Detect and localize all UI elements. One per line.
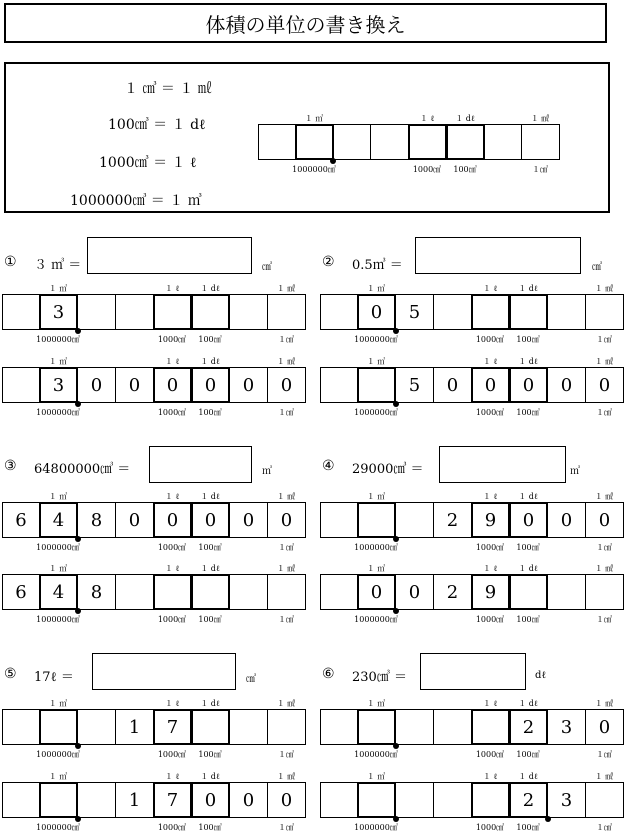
digit-cell[interactable]: [115, 294, 154, 330]
digit-cell[interactable]: [153, 574, 192, 610]
decimal-dot: [75, 816, 81, 822]
digit-cell[interactable]: [191, 574, 230, 610]
ref-cell: [370, 124, 409, 160]
answer-box[interactable]: [420, 653, 526, 690]
digit-cell[interactable]: [191, 709, 230, 745]
reference-box: [4, 62, 610, 213]
answer-box[interactable]: [92, 653, 236, 690]
unit-label: １ ㎥: [366, 492, 386, 501]
digit-cell[interactable]: [509, 574, 548, 610]
unit-label: １ dℓ: [200, 772, 220, 781]
digit-cell[interactable]: 0: [267, 367, 306, 403]
unit-label: 1000000㎤: [354, 750, 398, 759]
unit-label: １ ℓ: [164, 284, 180, 293]
ref-label: １ ℓ: [419, 114, 435, 123]
ref-equation: １ ㎤ ＝ １ ㎖: [124, 81, 212, 97]
digit-cell[interactable]: [547, 574, 586, 610]
question-expression: 230㎤ ＝: [352, 670, 407, 685]
unit-label: １ ㎖: [276, 699, 296, 708]
ref-cell: [258, 124, 296, 160]
unit-label: 1000000㎤: [36, 543, 80, 552]
digit-cell[interactable]: 0: [229, 782, 268, 818]
digit-cell[interactable]: 2: [509, 782, 548, 818]
unit-label: １ ㎥: [366, 772, 386, 781]
digit-cell[interactable]: [395, 709, 434, 745]
digit-cell[interactable]: 0: [229, 367, 268, 403]
place-value-strip: [320, 492, 624, 552]
digit-cell[interactable]: [357, 782, 396, 818]
digit-cell[interactable]: [191, 294, 230, 330]
place-value-strip: [320, 564, 624, 624]
ref-cell-m3: [295, 124, 334, 160]
unit-label: 100㎤: [516, 335, 540, 344]
ref-label: 100㎤: [453, 165, 477, 174]
ref-label: １ ㎥: [304, 114, 324, 123]
unit-label: １㎤: [596, 750, 612, 759]
digit-cell[interactable]: 0: [433, 367, 472, 403]
unit-label: 1000㎤: [475, 615, 505, 624]
ref-label: １㎤: [532, 165, 548, 174]
ref-cell-dl: [446, 124, 485, 160]
unit-label: 1000000㎤: [36, 408, 80, 417]
unit-label: １ ㎖: [594, 699, 614, 708]
unit-label: 1000㎤: [475, 543, 505, 552]
unit-label: 1000㎤: [157, 335, 187, 344]
place-value-strip: [320, 699, 624, 759]
place-value-strip: [2, 284, 306, 344]
unit-label: 1000㎤: [157, 615, 187, 624]
digit-cell[interactable]: 0: [191, 367, 230, 403]
digit-cell[interactable]: 3: [39, 367, 78, 403]
unit-label: １ ㎖: [276, 564, 296, 573]
digit-cell[interactable]: [2, 294, 40, 330]
digit-cell[interactable]: 7: [153, 782, 192, 818]
unit-label: １㎤: [596, 615, 612, 624]
unit-label: １㎤: [278, 750, 294, 759]
place-value-strip: [2, 357, 306, 417]
digit-cell[interactable]: 0: [585, 502, 624, 538]
answer-box[interactable]: [87, 237, 252, 274]
unit-label: １ ℓ: [482, 492, 498, 501]
question-expression: 64800000㎤ ＝: [34, 462, 131, 477]
digit-cell[interactable]: 6: [2, 502, 40, 538]
unit-label: １ ℓ: [482, 772, 498, 781]
unit-label: １ dℓ: [518, 492, 538, 501]
ref-strip: [258, 114, 560, 174]
digit-cell[interactable]: 0: [395, 574, 434, 610]
unit-label: １㎤: [278, 823, 294, 832]
unit-label: 100㎤: [516, 408, 540, 417]
unit-label: 1000000㎤: [354, 823, 398, 832]
digit-cell[interactable]: 2: [433, 574, 472, 610]
unit-label: １ ℓ: [164, 564, 180, 573]
unit-label: １ ㎖: [594, 772, 614, 781]
unit-label: 100㎤: [516, 615, 540, 624]
unit-label: １㎤: [596, 543, 612, 552]
decimal-dot: [393, 328, 399, 334]
place-value-strip: [2, 564, 306, 624]
digit-cell[interactable]: 0: [509, 502, 548, 538]
place-value-strip: [2, 699, 306, 759]
unit-label: １ dℓ: [518, 772, 538, 781]
ref-label: 1000000㎤: [292, 165, 336, 174]
ref-cell: [333, 124, 371, 160]
answer-box[interactable]: [149, 446, 252, 483]
digit-cell[interactable]: [115, 574, 154, 610]
unit-label: １ dℓ: [200, 492, 220, 501]
digit-cell[interactable]: [547, 294, 586, 330]
unit-label: 1000㎤: [475, 823, 505, 832]
unit-label: １ ㎥: [48, 772, 68, 781]
unit-label: １ ㎥: [48, 699, 68, 708]
digit-cell[interactable]: 6: [2, 574, 40, 610]
decimal-dot: [545, 816, 551, 822]
ref-equation: 1000㎤ ＝ １ ℓ: [99, 155, 197, 171]
question-number: ④: [322, 458, 335, 474]
decimal-dot: [393, 401, 399, 407]
digit-cell[interactable]: [320, 502, 358, 538]
unit-label: 1000000㎤: [354, 335, 398, 344]
unit-label: １ ℓ: [164, 699, 180, 708]
unit-label: １ ℓ: [164, 492, 180, 501]
digit-cell[interactable]: [2, 367, 40, 403]
digit-cell[interactable]: 0: [191, 782, 230, 818]
unit-label: １㎤: [278, 543, 294, 552]
digit-cell[interactable]: 0: [509, 367, 548, 403]
unit-label: １㎤: [596, 408, 612, 417]
unit-label: １ dℓ: [518, 357, 538, 366]
digit-cell[interactable]: 0: [267, 782, 306, 818]
unit-label: 1000㎤: [157, 543, 187, 552]
digit-cell[interactable]: [320, 574, 358, 610]
answer-unit: ㎥: [262, 466, 272, 477]
answer-unit: ㎤: [592, 262, 602, 273]
digit-cell[interactable]: [267, 294, 306, 330]
digit-cell[interactable]: [229, 294, 268, 330]
digit-cell[interactable]: [77, 709, 116, 745]
decimal-dot: [75, 401, 81, 407]
decimal-dot: [393, 743, 399, 749]
digit-cell[interactable]: [267, 574, 306, 610]
unit-label: 100㎤: [198, 335, 222, 344]
digit-cell[interactable]: [509, 294, 548, 330]
unit-label: 1000㎤: [157, 408, 187, 417]
digit-cell[interactable]: 0: [547, 367, 586, 403]
unit-label: １ ㎖: [276, 772, 296, 781]
unit-label: 100㎤: [516, 823, 540, 832]
digit-cell[interactable]: 0: [585, 709, 624, 745]
unit-label: 1000000㎤: [36, 335, 80, 344]
digit-cell[interactable]: 7: [153, 709, 192, 745]
digit-cell[interactable]: [395, 502, 434, 538]
digit-cell[interactable]: [357, 367, 396, 403]
answer-unit: ㎥: [570, 466, 580, 477]
question-expression: ３ ㎥ ＝: [34, 258, 82, 273]
unit-label: １㎤: [596, 823, 612, 832]
digit-cell[interactable]: [267, 709, 306, 745]
ref-equation: 100㎤ ＝ １ dℓ: [108, 117, 206, 133]
unit-label: １ ㎖: [276, 492, 296, 501]
digit-cell[interactable]: [357, 502, 396, 538]
digit-cell[interactable]: [433, 709, 472, 745]
digit-cell[interactable]: [320, 782, 358, 818]
unit-label: １ ㎖: [594, 492, 614, 501]
page-title: 体積の単位の書き換え: [4, 3, 607, 43]
unit-label: １ dℓ: [518, 284, 538, 293]
unit-label: 100㎤: [198, 615, 222, 624]
digit-cell[interactable]: 8: [77, 574, 116, 610]
digit-cell[interactable]: [471, 782, 510, 818]
unit-label: １ ℓ: [164, 772, 180, 781]
ref-label: １ ㎖: [530, 114, 550, 123]
answer-box[interactable]: [439, 446, 566, 483]
digit-cell[interactable]: 0: [471, 367, 510, 403]
unit-label: １ ㎥: [48, 357, 68, 366]
digit-cell[interactable]: [2, 782, 40, 818]
digit-cell[interactable]: 1: [115, 709, 154, 745]
place-value-strip: [2, 492, 306, 552]
unit-label: １ ㎥: [48, 492, 68, 501]
unit-label: １ ㎥: [366, 564, 386, 573]
unit-label: 100㎤: [198, 750, 222, 759]
digit-cell[interactable]: 2: [433, 502, 472, 538]
digit-cell[interactable]: 0: [357, 574, 396, 610]
unit-label: １㎤: [278, 408, 294, 417]
unit-label: １ ㎥: [366, 357, 386, 366]
unit-label: 1000000㎤: [36, 823, 80, 832]
unit-label: １ dℓ: [200, 699, 220, 708]
digit-cell[interactable]: 4: [39, 502, 78, 538]
unit-label: １ ㎥: [366, 284, 386, 293]
unit-label: １ ℓ: [482, 564, 498, 573]
unit-label: １ dℓ: [518, 564, 538, 573]
place-value-strip: [320, 357, 624, 417]
question-number: ①: [4, 254, 17, 270]
digit-cell[interactable]: [471, 709, 510, 745]
digit-cell[interactable]: [39, 782, 78, 818]
decimal-dot: [393, 608, 399, 614]
place-value-strip: [320, 284, 624, 344]
unit-label: １ dℓ: [200, 357, 220, 366]
ref-cell: [484, 124, 522, 160]
digit-cell[interactable]: 3: [547, 782, 586, 818]
digit-cell[interactable]: 0: [191, 502, 230, 538]
unit-label: １ ㎖: [594, 564, 614, 573]
unit-label: １ dℓ: [200, 284, 220, 293]
digit-cell[interactable]: 0: [547, 502, 586, 538]
digit-cell[interactable]: 8: [77, 502, 116, 538]
ref-cell-ml: [521, 124, 560, 160]
digit-cell[interactable]: [229, 709, 268, 745]
answer-unit: ㎤: [246, 674, 256, 685]
digit-cell[interactable]: 3: [547, 709, 586, 745]
digit-cell[interactable]: [471, 294, 510, 330]
unit-label: １ ㎖: [594, 357, 614, 366]
digit-cell[interactable]: [585, 574, 624, 610]
digit-cell[interactable]: 2: [509, 709, 548, 745]
unit-label: １㎤: [278, 335, 294, 344]
decimal-dot: [393, 816, 399, 822]
unit-label: １ ㎖: [276, 357, 296, 366]
unit-label: 100㎤: [198, 408, 222, 417]
decimal-dot: [393, 536, 399, 542]
digit-cell[interactable]: 1: [115, 782, 154, 818]
digit-cell[interactable]: 9: [471, 502, 510, 538]
unit-label: １ ㎥: [48, 564, 68, 573]
digit-cell[interactable]: 4: [39, 574, 78, 610]
digit-cell[interactable]: [77, 782, 116, 818]
ref-cell-l: [408, 124, 447, 160]
unit-label: 1000000㎤: [36, 615, 80, 624]
digit-cell[interactable]: [320, 367, 358, 403]
ref-label: 1000㎤: [412, 165, 442, 174]
digit-cell[interactable]: [320, 294, 358, 330]
question-number: ⑥: [322, 666, 335, 682]
ref-decimal-dot: [330, 158, 336, 164]
digit-cell[interactable]: 0: [115, 367, 154, 403]
digit-cell[interactable]: [39, 709, 78, 745]
digit-cell[interactable]: 0: [115, 502, 154, 538]
ref-equation: 1000000㎤ ＝ １ ㎥: [70, 193, 202, 209]
digit-cell[interactable]: 5: [395, 367, 434, 403]
unit-label: 1000㎤: [157, 750, 187, 759]
digit-cell[interactable]: [229, 574, 268, 610]
answer-unit: ㎤: [262, 262, 272, 273]
unit-label: 100㎤: [198, 543, 222, 552]
unit-label: 1000㎤: [475, 335, 505, 344]
digit-cell[interactable]: 0: [153, 502, 192, 538]
digit-cell[interactable]: [320, 709, 358, 745]
digit-cell[interactable]: 3: [39, 294, 78, 330]
ref-label: １ dℓ: [455, 114, 475, 123]
unit-label: １ ㎖: [594, 284, 614, 293]
unit-label: 1000㎤: [475, 408, 505, 417]
decimal-dot: [75, 608, 81, 614]
unit-label: １㎤: [596, 335, 612, 344]
digit-cell[interactable]: [433, 782, 472, 818]
unit-label: １ dℓ: [200, 564, 220, 573]
place-value-strip: [2, 772, 306, 832]
unit-label: １ ㎖: [276, 284, 296, 293]
question-number: ⑤: [4, 666, 17, 682]
unit-label: １ ㎥: [48, 284, 68, 293]
digit-cell[interactable]: [433, 294, 472, 330]
unit-label: 1000000㎤: [354, 408, 398, 417]
digit-cell[interactable]: 0: [229, 502, 268, 538]
decimal-dot: [75, 328, 81, 334]
digit-cell[interactable]: 0: [77, 367, 116, 403]
decimal-dot: [75, 536, 81, 542]
unit-label: １ dℓ: [518, 699, 538, 708]
unit-label: １ ℓ: [482, 357, 498, 366]
digit-cell[interactable]: 0: [153, 367, 192, 403]
digit-cell[interactable]: [585, 294, 624, 330]
digit-cell[interactable]: [585, 782, 624, 818]
unit-label: １ ℓ: [482, 699, 498, 708]
question-number: ③: [4, 458, 17, 474]
digit-cell[interactable]: [2, 709, 40, 745]
digit-cell[interactable]: [357, 709, 396, 745]
digit-cell[interactable]: [395, 782, 434, 818]
unit-label: 100㎤: [516, 543, 540, 552]
digit-cell[interactable]: 0: [585, 367, 624, 403]
unit-label: １㎤: [278, 615, 294, 624]
unit-label: 100㎤: [516, 750, 540, 759]
unit-label: 1000000㎤: [36, 750, 80, 759]
digit-cell[interactable]: 9: [471, 574, 510, 610]
digit-cell[interactable]: 5: [395, 294, 434, 330]
unit-label: 1000000㎤: [354, 615, 398, 624]
answer-unit: dℓ: [535, 670, 547, 681]
place-value-strip: [320, 772, 624, 832]
digit-cell[interactable]: [153, 294, 192, 330]
decimal-dot: [75, 743, 81, 749]
answer-box[interactable]: [415, 237, 581, 274]
unit-label: １ ℓ: [164, 357, 180, 366]
digit-cell[interactable]: 0: [357, 294, 396, 330]
unit-label: 1000㎤: [475, 750, 505, 759]
question-number: ②: [322, 254, 335, 270]
digit-cell[interactable]: [77, 294, 116, 330]
question-expression: 17ℓ ＝: [34, 670, 74, 685]
digit-cell[interactable]: 0: [267, 502, 306, 538]
unit-label: 1000㎤: [157, 823, 187, 832]
unit-label: １ ㎥: [366, 699, 386, 708]
unit-label: １ ℓ: [482, 284, 498, 293]
question-expression: 0.5㎥ ＝: [352, 258, 403, 273]
unit-label: 1000000㎤: [354, 543, 398, 552]
unit-label: 100㎤: [198, 823, 222, 832]
question-expression: 29000㎤ ＝: [352, 462, 424, 477]
